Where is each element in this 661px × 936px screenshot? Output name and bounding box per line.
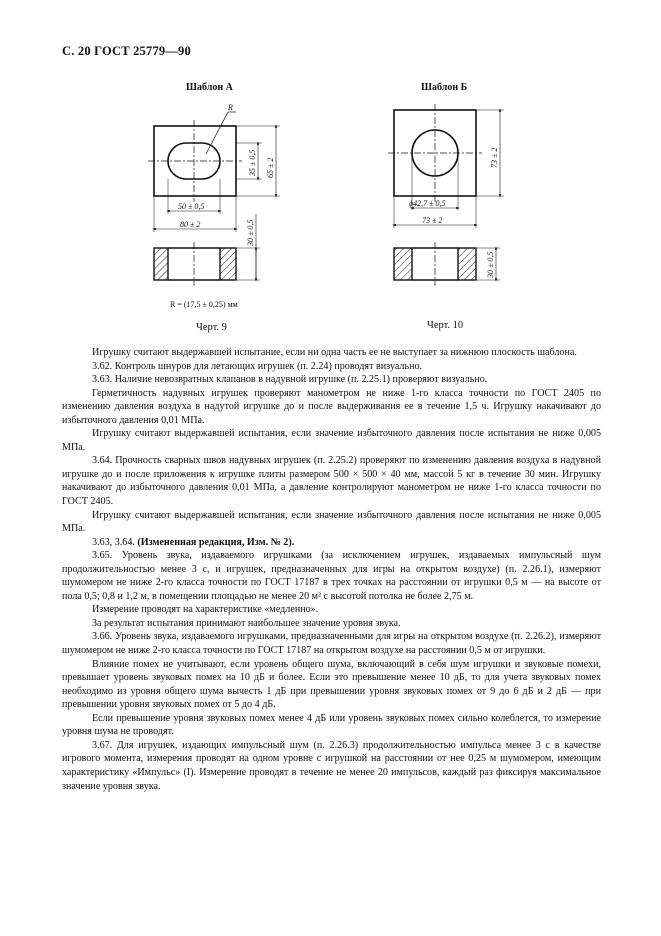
radius-note: R = (17,5 ± 0,25) мм (170, 300, 238, 309)
paragraph: 3.66. Уровень звука, издаваемого игрушками, предназначенными для игры на открытом воздухе (п. 2.26.2), измеряют шумомером не ниже 2-го класса точности по ГОСТ 17187 на открытом воздухе на расстоянии 0,5 м от игрушки. (62, 631, 601, 657)
radius-label: R (228, 103, 233, 112)
amendment-bold: (Измененная редакция, Изм. № 2). (137, 536, 295, 548)
template-b-drawing (384, 98, 514, 298)
thickness-dim-b: 30 ± 0,5 (486, 251, 495, 278)
paragraph: Герметичность надувных игрушек проверяют манометром не ниже 1-го класса точности по ГОСТ 2405 по изменению давления воздуха в надутой игрушке до и после выдерживания ее в течение 1,5 ч. Игрушку накачивают до избыточного давления 0,01 МПа. (62, 387, 601, 426)
paragraph: За результат испытания принимают наибольшее значение уровня звука. (92, 617, 401, 629)
inner-width-dim: 50 ± 0,5 (178, 202, 205, 211)
outer-width-dim: 80 ± 2 (180, 220, 201, 229)
template-a-drawing (120, 98, 290, 298)
body-text (62, 346, 601, 793)
paragraph: Влияние помех не учитывают, если уровень общего шума, включающий в себя шум игрушки и звуковые помехи, превышает уровень звуковых помех на 10 дБ и более. Если это превышение менее 10 дБ, то для учета звуковых помех необходимо из уровня общего шума вычесть 1 дБ при превышении уровня звуковых помех от 9 до 6 дБ и 2 дБ — при превышении уровня звуковых помех от 5 до 4 дБ. (62, 658, 601, 711)
paragraph: 3.63. Наличие невозвратных клапанов в надувной игрушке (п. 2.25.1) проверяют визуально. (92, 374, 488, 386)
paragraph: Игрушку считают выдержавшей испытания, если значение избыточного давления после испытания не ниже 0,005 МПа. (62, 428, 601, 453)
paragraph: Игрушку считают выдержавшей испытания, если значение избыточного давления после испытания не ниже 0,005 МПа. (62, 509, 601, 535)
thickness-dim-a: 30 ± 0,5 (246, 219, 255, 246)
paragraph: Измерение проводят на характеристике «медленно». (92, 604, 319, 616)
figure-caption-10: Черт. 10 (427, 320, 464, 331)
figure-title-template-b: Шаблон Б (421, 82, 468, 93)
figure-title-template-a: Шаблон А (186, 82, 233, 93)
paragraph: 3.62. Контроль шнуров для летающих игрушек (п. 2.24) проводят визуально. (92, 360, 423, 372)
figure-caption-9: Черт. 9 (196, 322, 227, 333)
paragraph: 3.65. Уровень звука, издаваемого игрушками (за исключением игрушек, издаваемых импульсный шум продолжительностью менее 3 с, и игрушек, предназначенных для игры на открытом воздухе) (п. 2.26.1), измеряют шумомером не ниже 2-го класса точности по ГОСТ 17187 в трех точках на расстоянии от игрушки 0,5 м — на высоте от пола 0,5; 0,8 и 1,2 м, в помещении площадью не менее 20 м² с высотой потолка не более 2,75 м. (62, 550, 601, 602)
paragraph: 3.64. Прочность сварных швов надувных игрушек (п. 2.25.2) проверяют по изменению давления воздуха в надувной игрушке до и после приложения к игрушке плиты размером 500 × 500 × 40 мм, массой 5 кг в течение 30 мин. Игрушку накачивают до избыточного давления 0,01 МПа, а давление контролируют манометром не ниже 1-го класса точности по ГОСТ 2405. (62, 455, 601, 508)
paragraph: Если превышение уровня звуковых помех менее 4 дБ или уровень звуковых помех сильно колеблется, то измерение уровня шума не проводят. (62, 712, 601, 738)
height-dim-b: 73 ± 2 (490, 147, 499, 168)
amendment-note (62, 536, 601, 550)
inner-height-dim: 35 ± 0,5 (248, 149, 257, 176)
paragraph: 3.67. Для игрушек, издающих импульсный шум (п. 2.26.3) продолжительностью импульса менее 3 с в качестве игрового момента, измерения проводят на одном уровне с игрушкой на расстоянии от нее 0,25 м шумомером, имеющим характеристику «Импульс» (I). Измерение проводят в течение не менее 20 импульсов, каждый раз фиксируя максимальное значение уровня звука. (62, 739, 601, 792)
diameter-dim: ϕ42,7 ± 0,5 (409, 199, 446, 208)
outer-height-dim: 65 ± 2 (266, 157, 275, 178)
paragraph: Игрушку считают выдержавшей испытание, если ни одна часть ее не выступает за нижнюю плоскость шаблона. (92, 347, 577, 358)
amendment-prefix: 3.63, 3.64. (92, 536, 138, 548)
width-dim-b: 73 ± 2 (422, 216, 443, 225)
page-header: С. 20 ГОСТ 25779—90 (62, 44, 191, 58)
